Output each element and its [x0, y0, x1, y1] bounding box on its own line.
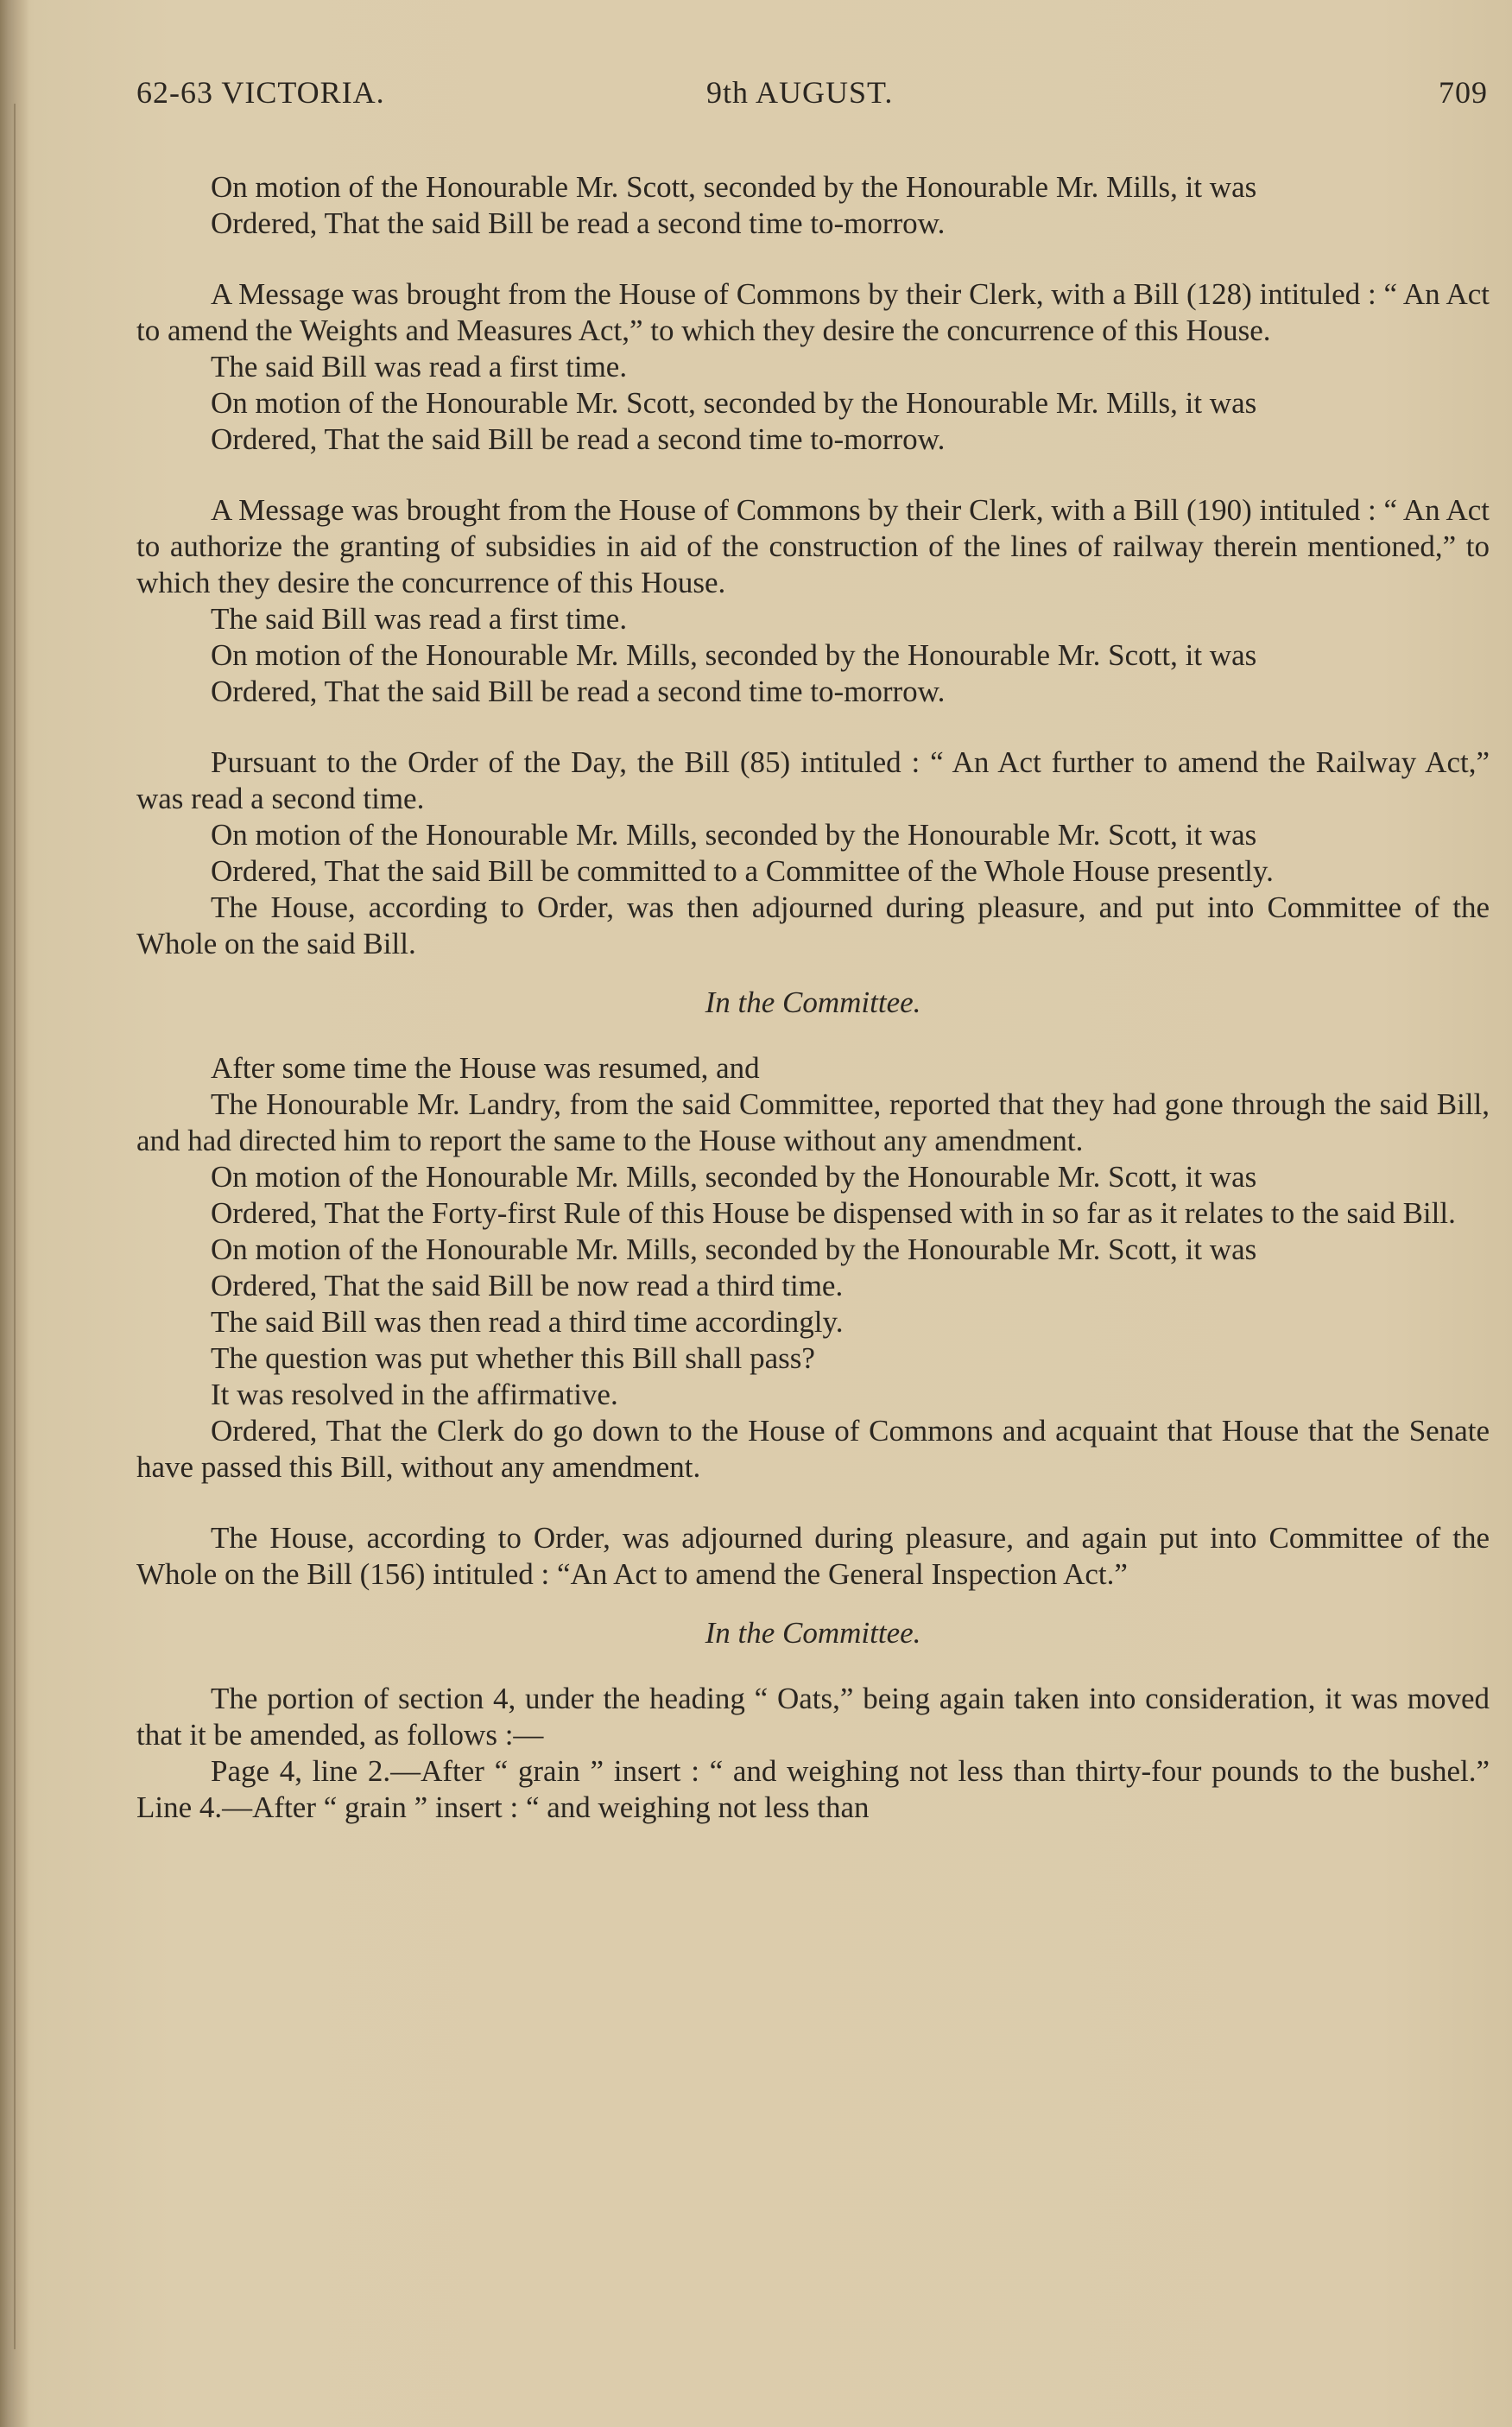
paragraph: On motion of the Honourable Mr. Mills, seconded by the Honourable Mr. Scott, it was	[211, 818, 1257, 852]
paragraph: It was resolved in the affirmative.	[211, 1378, 618, 1411]
paragraph: On motion of the Honourable Mr. Mills, seconded by the Honourable Mr. Scott, it was	[211, 1160, 1257, 1194]
paragraph: On motion of the Honourable Mr. Mills, seconded by the Honourable Mr. Scott, it was	[211, 1233, 1257, 1266]
paragraph: Ordered, That the said Bill be read a second time to-morrow.	[211, 422, 946, 456]
binding-edge-line	[14, 104, 16, 2349]
paragraph: The portion of section 4, under the heading “ Oats,” being again taken into consideration, it was moved that it be amended, as follows :—	[136, 1682, 1490, 1752]
section-heading: In the Committee.	[705, 985, 921, 1019]
paragraph: After some time the House was resumed, and	[211, 1051, 760, 1085]
paragraph: The question was put whether this Bill shall pass?	[211, 1341, 815, 1375]
running-header	[136, 74, 1488, 117]
paragraph: On motion of the Honourable Mr. Scott, seconded by the Honourable Mr. Mills, it was	[211, 386, 1257, 420]
header-date: 9th AUGUST.	[706, 75, 894, 110]
paragraph: On motion of the Honourable Mr. Mills, seconded by the Honourable Mr. Scott, it was	[211, 638, 1257, 672]
paragraph: The said Bill was read a first time.	[211, 602, 628, 636]
paragraph: Ordered, That the said Bill be read a second time to-morrow.	[211, 675, 946, 708]
paragraph: Ordered, That the said Bill be committed to a Committee of the Whole House presently.	[211, 854, 1274, 888]
page-number: 709	[1439, 75, 1488, 110]
paragraph: Ordered, That the Clerk do go down to the House of Commons and acquaint that House that the Senate have passed this Bill, without any amendment.	[136, 1414, 1490, 1484]
paragraph: The said Bill was read a first time.	[211, 350, 628, 383]
journal-text	[136, 169, 1490, 1826]
paragraph: A Message was brought from the House of Commons by their Clerk, with a Bill (190) intituled : “ An Act to authorize the granting of subsidies in aid of the construction of the lines of railway therein mentioned,” to which they desire the concurrence of this House.	[136, 493, 1490, 599]
paragraph: The Honourable Mr. Landry, from the said Committee, reported that they had gone through the said Bill, and had directed him to report the same to the House without any amendment.	[136, 1087, 1490, 1157]
paragraph: On motion of the Honourable Mr. Scott, seconded by the Honourable Mr. Mills, it was	[211, 170, 1257, 204]
paragraph: The said Bill was then read a third time accordingly.	[211, 1305, 844, 1339]
paragraph: Ordered, That the Forty-first Rule of this House be dispensed with in so far as it relates to the said Bill.	[211, 1196, 1456, 1230]
header-session: 62-63 VICTORIA.	[136, 75, 385, 110]
paragraph: The House, according to Order, was adjourned during pleasure, and again put into Committee of the Whole on the Bill (156) intituled : “An Act to amend the General Inspection Act.”	[136, 1521, 1490, 1591]
paragraph: A Message was brought from the House of Commons by their Clerk, with a Bill (128) intituled : “ An Act to amend the Weights and Measures Act,” to which they desire the concurrence of this House.	[136, 277, 1490, 347]
paragraph: The House, according to Order, was then adjourned during pleasure, and put into Committee of the Whole on the said Bill.	[136, 890, 1490, 960]
section-heading: In the Committee.	[705, 1616, 921, 1650]
paragraph: Page 4, line 2.—After “ grain ” insert : “ and weighing not less than thirty-four pounds to the bushel.” Line 4.—After “ grain ” insert : “ and weighing not less than	[136, 1754, 1490, 1824]
paragraph: Pursuant to the Order of the Day, the Bill (85) intituled : “ An Act further to amend the Railway Act,” was read a second time.	[136, 745, 1490, 815]
paragraph: Ordered, That the said Bill be read a second time to-morrow.	[211, 206, 946, 240]
paragraph: Ordered, That the said Bill be now read a third time.	[211, 1269, 844, 1302]
